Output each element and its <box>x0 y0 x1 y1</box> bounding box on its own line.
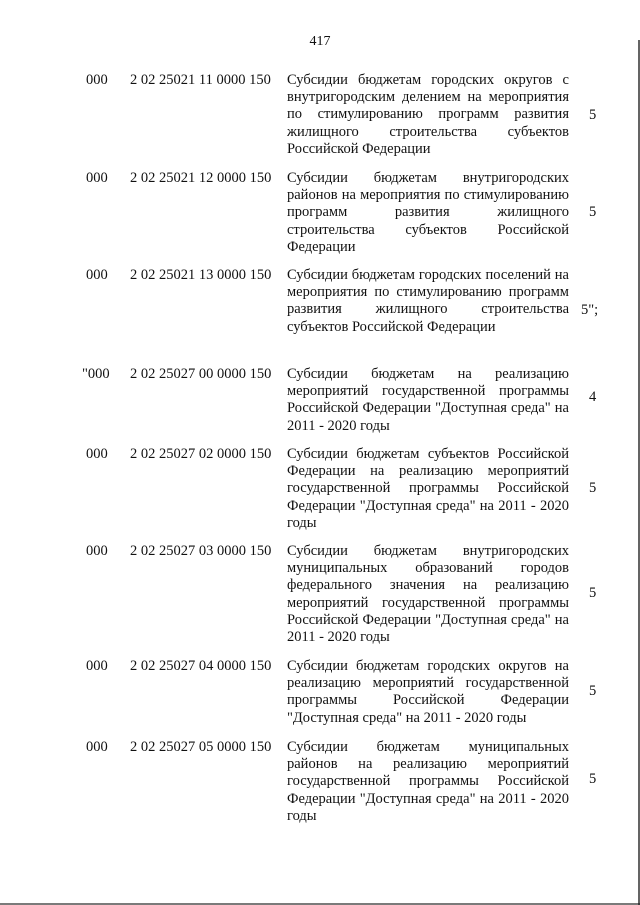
standard-value: 5 <box>589 585 597 601</box>
income-name: Субсидии бюджетам на реализацию мероприятий государственной программы Российской Федерации "Доступная среда" на 2011 - 2020 годы <box>287 366 569 434</box>
standard-value: 5 <box>589 204 597 220</box>
budget-classification-code: 2 02 25027 00 0000 150 <box>130 366 272 382</box>
income-name: Субсидии бюджетам городских округов с внутригородским делением на мероприятия по стимулированию программ развития жилищного строительства субъектов Российской Федерации <box>287 72 569 157</box>
admin-code: 000 <box>86 658 108 674</box>
budget-classification-code: 2 02 25021 11 0000 150 <box>130 72 271 88</box>
budget-classification-code: 2 02 25021 13 0000 150 <box>130 267 272 283</box>
budget-classification-code: 2 02 25027 02 0000 150 <box>130 446 272 462</box>
income-name: Субсидии бюджетам субъектов Российской Федерации на реализацию мероприятий государственной программы Российской Федерации "Доступная среда" на 2011 - 2020 годы <box>287 446 569 531</box>
admin-code: 000 <box>86 543 108 559</box>
income-name: Субсидии бюджетам внутригородских районов на мероприятия по стимулированию программ развития жилищного строительства субъектов Российской Федерации <box>287 170 569 255</box>
standard-value: 5 <box>589 480 597 496</box>
admin-code: 000 <box>86 170 108 186</box>
budget-classification-code: 2 02 25027 05 0000 150 <box>130 739 272 755</box>
standard-value: 5"; <box>581 302 599 318</box>
budget-classification-code: 2 02 25021 12 0000 150 <box>130 170 272 186</box>
admin-code: 000 <box>86 739 108 755</box>
income-name: Субсидии бюджетам городских округов на реализацию мероприятий государственной программы Российской Федерации "Доступная среда" на 2011 - 2020 годы <box>287 658 569 726</box>
page-number: 417 <box>309 34 331 49</box>
admin-code: 000 <box>86 446 108 462</box>
admin-code: 000 <box>86 267 108 283</box>
budget-classification-code: 2 02 25027 03 0000 150 <box>130 543 272 559</box>
income-name: Субсидии бюджетам внутригородских муниципальных образований городов федерального значения на реализацию мероприятий государственной программы Российской Федерации "Доступная среда" на 2011 - 2020 годы <box>287 543 569 646</box>
income-name: Субсидии бюджетам муниципальных районов на реализацию мероприятий государственной программы Российской Федерации "Доступная среда" на 2011 - 2020 годы <box>287 739 569 824</box>
admin-code: "000 <box>82 366 110 382</box>
standard-value: 5 <box>589 683 597 699</box>
admin-code: 000 <box>86 72 108 88</box>
standard-value: 5 <box>589 771 597 787</box>
standard-value: 4 <box>589 389 597 405</box>
standard-value: 5 <box>589 107 597 123</box>
budget-classification-code: 2 02 25027 04 0000 150 <box>130 658 272 674</box>
income-name: Субсидии бюджетам городских поселений на мероприятия по стимулированию программ развития жилищного строительства субъектов Российской Федерации <box>287 267 569 335</box>
